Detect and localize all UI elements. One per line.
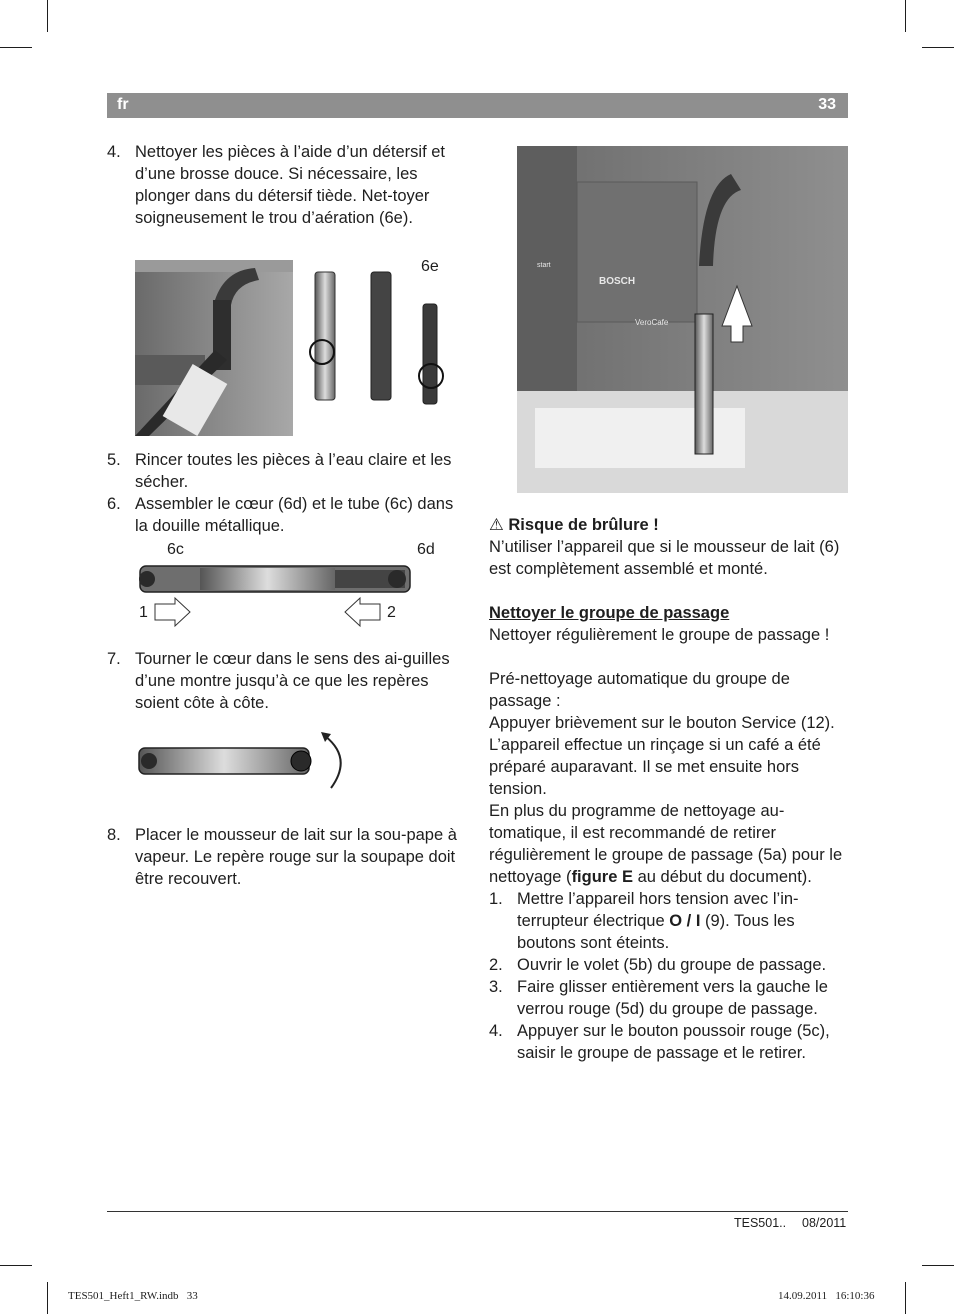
step-number: 8. bbox=[107, 826, 121, 844]
part-label-6e: 6e bbox=[421, 258, 439, 275]
machine-model: VeroCafe bbox=[635, 318, 669, 327]
crop-mark bbox=[0, 47, 32, 48]
footer-date: 08/2011 bbox=[802, 1216, 847, 1230]
crop-mark bbox=[47, 0, 48, 32]
crop-mark bbox=[922, 1265, 954, 1266]
step-8 bbox=[107, 824, 467, 890]
steps-5-6 bbox=[107, 449, 467, 537]
removal-step: 2. Ouvrir le volet (5b) du groupe de passage. bbox=[489, 956, 827, 974]
cleaning-figure bbox=[135, 260, 445, 436]
page-number: 33 bbox=[818, 96, 836, 113]
step-text: Tourner le cœur dans le sens des ai-guilles d’une montre jusqu’à ce que les repères soient côte à côte. bbox=[135, 650, 450, 712]
part-label-6d: 6d bbox=[417, 541, 435, 558]
rotation-illustration bbox=[135, 728, 355, 792]
crop-mark bbox=[905, 1282, 906, 1314]
warning-title: Risque de brûlure ! bbox=[508, 516, 659, 534]
machine-brand: BOSCH bbox=[599, 276, 636, 287]
step-4 bbox=[107, 141, 467, 229]
warning-icon: ⚠ bbox=[489, 516, 504, 534]
machine-photo bbox=[517, 146, 848, 493]
arrow-label-2: 2 bbox=[387, 604, 396, 621]
removal-step: 4. Appuyer sur le bouton poussoir rouge (5c), saisir le groupe de passage et le retirer. bbox=[489, 1022, 830, 1062]
part-label-6c: 6c bbox=[167, 541, 184, 558]
step-number: 4. bbox=[107, 143, 121, 161]
step-7 bbox=[107, 648, 467, 714]
footer-model: TES501.. bbox=[734, 1216, 787, 1230]
pre-clean-title: Pré-nettoyage automatique du groupe de passage : bbox=[489, 670, 790, 710]
step-text: Nettoyer les pièces à l’aide d’un détersif et d’une brosse douce. Si nécessaire, les plonger dans du détersif tiède. Net-toyer soigneusement le trou d’aération (6e). bbox=[135, 143, 446, 227]
removal-step: 1. Mettre l’appareil hors tension avec l’in-terrupteur électrique O / I (9). Tous les boutons sont éteints. bbox=[489, 890, 799, 952]
page-header bbox=[107, 93, 848, 118]
slug-timestamp: 14.09.2011 16:10:36 bbox=[778, 1290, 875, 1302]
right-text bbox=[489, 514, 848, 1064]
step-text: Assembler le cœur (6d) et le tube (6c) dans la douille métallique. bbox=[135, 495, 454, 535]
warning-heading bbox=[489, 514, 848, 536]
warning-text: N’utiliser l’appareil que si le mousseur de lait (6) est complètement assemblé et monté. bbox=[489, 538, 840, 578]
section-intro: Nettoyer régulièrement le groupe de passage ! bbox=[489, 626, 830, 644]
rotation-figure bbox=[135, 728, 355, 792]
assembly-figure bbox=[135, 540, 445, 630]
section-title: Nettoyer le groupe de passage bbox=[489, 604, 730, 622]
extra-text: En plus du programme de nettoyage au-tomatique, il est recommandé de retirer régulièrement le groupe de passage (5a) pour le nettoyage (figure E au début du document). bbox=[489, 802, 843, 886]
crop-mark bbox=[0, 1265, 32, 1266]
step-number: 6. bbox=[107, 495, 121, 513]
language-code: fr bbox=[117, 96, 129, 113]
crop-mark bbox=[922, 47, 954, 48]
machine-button-start: start bbox=[537, 262, 551, 269]
arrow-label-1: 1 bbox=[139, 604, 148, 621]
step-number: 5. bbox=[107, 451, 121, 469]
cleaning-illustration bbox=[135, 260, 445, 436]
machine-illustration bbox=[517, 146, 848, 493]
step-number: 7. bbox=[107, 650, 121, 668]
step-text: Rincer toutes les pièces à l’eau claire et les sécher. bbox=[135, 451, 452, 491]
crop-mark bbox=[905, 0, 906, 32]
step-text: Placer le mousseur de lait sur la sou-pape à vapeur. Le repère rouge sur la soupape doit être recouvert. bbox=[135, 826, 457, 888]
footer-rule bbox=[107, 1211, 848, 1212]
removal-step: 3. Faire glisser entièrement vers la gauche le verrou rouge (5d) du groupe de passage. bbox=[489, 978, 828, 1018]
slug-file: TES501_Heft1_RW.indb 33 bbox=[68, 1290, 198, 1302]
pre-clean-text: Appuyer brièvement sur le bouton Service (12). L’appareil effectue un rinçage si un café a été préparé auparavant. Il se met ensuite hors tension. bbox=[489, 714, 835, 798]
crop-mark bbox=[47, 1282, 48, 1314]
